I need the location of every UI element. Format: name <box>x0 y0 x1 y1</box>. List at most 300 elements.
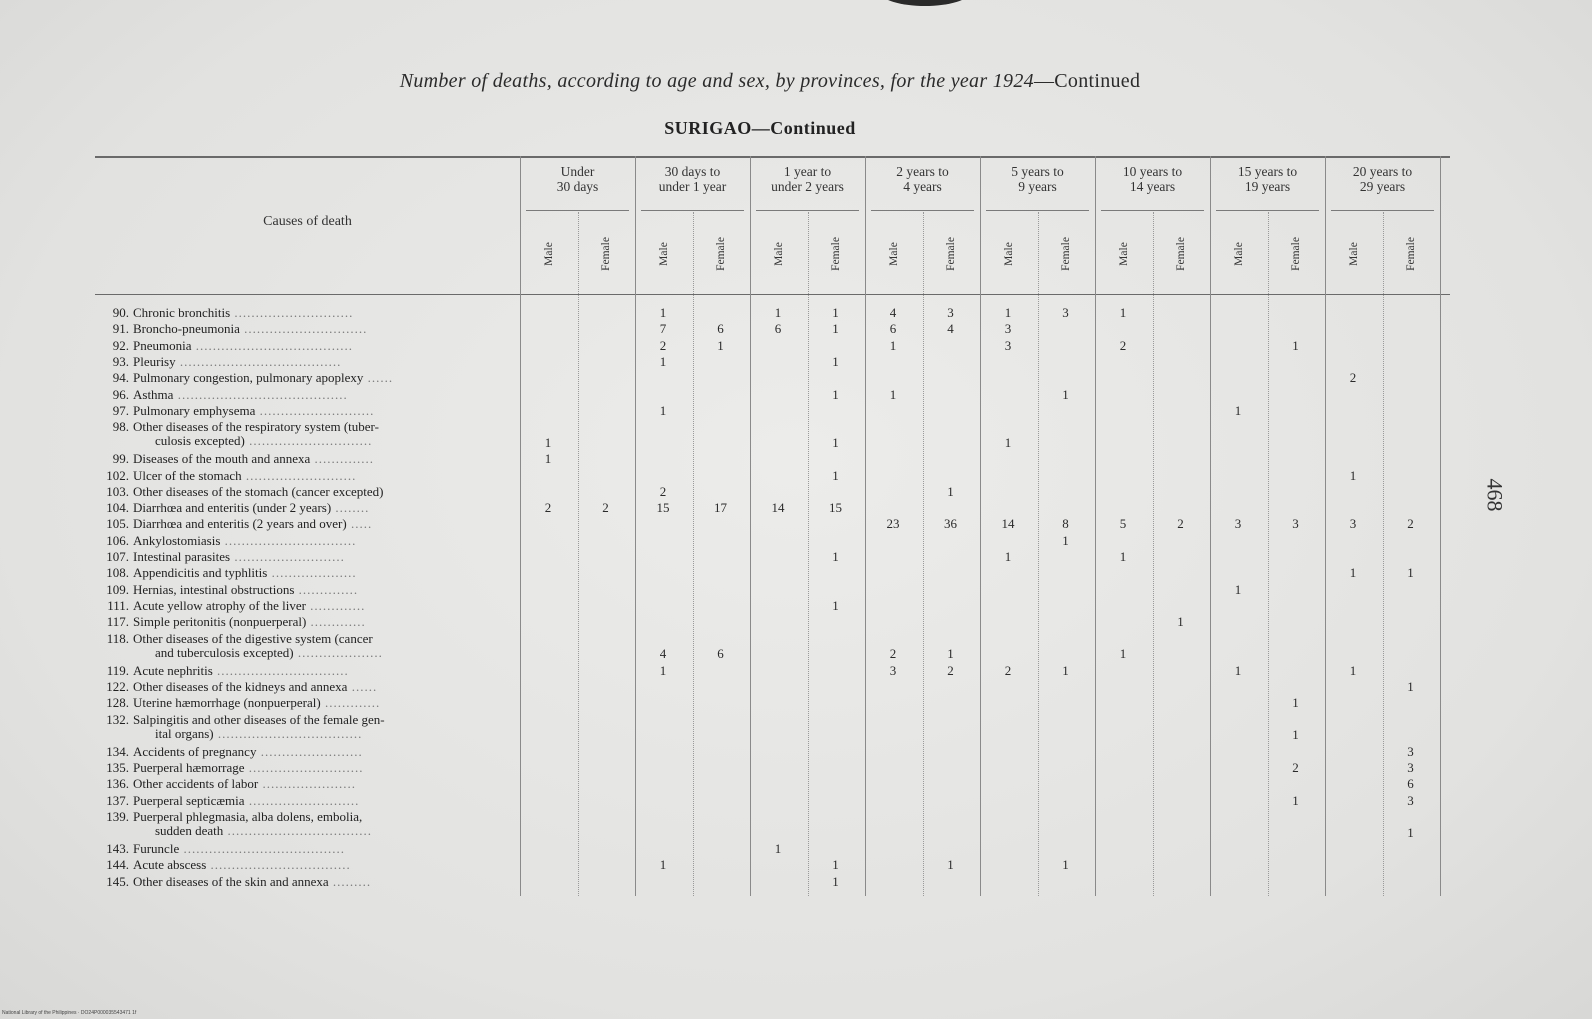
table-cell-value: 14 <box>1001 516 1015 532</box>
table-row <box>95 615 520 629</box>
cause-name: Puerperal phlegmasia, alba dolens, embolia, <box>133 808 363 824</box>
table-row <box>95 842 520 856</box>
table-cell-value: 8 <box>1062 516 1069 532</box>
cause-line <box>95 875 520 889</box>
cause-name: Other diseases of the kidneys and annexa <box>133 678 348 694</box>
table-cell-value: 4 <box>659 646 667 662</box>
dot-leader: ............................... <box>220 532 357 548</box>
cause-number: 139. <box>106 808 129 824</box>
cause-name: Other diseases of the digestive system (cancer <box>133 630 373 646</box>
table-row <box>95 680 520 694</box>
cause-name: Other diseases of the skin and annexa <box>133 873 329 889</box>
table-row <box>95 599 520 613</box>
cause-name: Salpingitis and other diseases of the female gen- <box>133 711 385 727</box>
cause-number: 135. <box>106 759 129 775</box>
table-row <box>95 517 520 531</box>
table-cell-value: 1 <box>1234 402 1242 418</box>
dot-leader: ............................ <box>230 305 354 320</box>
cause-name: Diarrhœa and enteritis (2 years and over) <box>133 516 347 532</box>
cause-number: 97. <box>112 402 129 418</box>
sex-label: Female <box>715 237 728 271</box>
column-divider <box>578 212 579 896</box>
cause-name: Pneumonia <box>133 337 192 353</box>
table-cell-value: 1 <box>1062 386 1069 402</box>
cause-number: 122. <box>106 678 129 694</box>
cause-number: 144. <box>106 857 129 873</box>
footer-source: National Library of the Philippines · DO24P000035543471 1f <box>2 1010 137 1016</box>
cause-number: 134. <box>106 743 129 759</box>
age-group-underline <box>871 210 974 211</box>
cause-name: Other diseases of the respiratory system (tuber- <box>133 419 379 435</box>
cause-number: 117. <box>106 614 129 630</box>
cause-number: 91. <box>112 321 129 337</box>
cause-number: 102. <box>106 467 129 483</box>
table-cell-value: 15 <box>656 500 670 516</box>
table-row <box>95 794 520 808</box>
table-cell-value: 2 <box>602 500 609 516</box>
table-cell-value: 3 <box>1062 305 1069 320</box>
table-cell-value: 3 <box>1407 743 1414 759</box>
cause-line <box>95 713 520 727</box>
age-group-label-line: 14 years <box>1129 179 1176 194</box>
age-group-label-line: 20 years to <box>1352 164 1413 179</box>
cause-number: 90. <box>112 305 129 320</box>
cause-line <box>95 452 520 466</box>
dot-leader: ...................................... <box>175 353 342 369</box>
cause-number: 136. <box>106 776 129 792</box>
table-cell-value: 2 <box>1177 516 1184 532</box>
table-row <box>95 485 520 499</box>
age-group-label-line: 30 days to <box>664 164 721 179</box>
sex-header <box>923 216 981 292</box>
cause-name: Other diseases of the stomach (cancer excepted) <box>133 483 384 499</box>
dot-leader: .......................... <box>241 467 357 483</box>
sex-header <box>1325 216 1383 292</box>
age-group-underline <box>986 210 1089 211</box>
cause-number: 106. <box>106 532 129 548</box>
table-row <box>95 452 520 466</box>
table-cell-value: 2 <box>1292 759 1299 775</box>
ink-blot <box>880 0 970 6</box>
age-group-label-line: 29 years <box>1359 179 1406 194</box>
page-number: 468 <box>1482 478 1508 512</box>
table-cell-value: 1 <box>1292 337 1299 353</box>
table-cell-value: 1 <box>832 321 839 337</box>
column-divider <box>1440 156 1441 896</box>
cause-line <box>95 842 520 856</box>
cause-number: 145. <box>106 873 129 889</box>
cause-number: 119. <box>106 662 129 678</box>
table-cell-value: 3 <box>1292 516 1299 532</box>
sex-label: Female <box>1175 237 1188 271</box>
cause-number: 118. <box>106 630 129 646</box>
age-group-underline <box>1331 210 1434 211</box>
table-row <box>95 469 520 483</box>
cause-name: Furuncle <box>133 840 180 856</box>
dot-leader: ........................... <box>244 759 364 775</box>
table-cell-value: 1 <box>1119 646 1127 662</box>
dot-leader: ......... <box>328 873 372 889</box>
table-cell-value: 2 <box>1004 662 1012 678</box>
table-cell-value: 17 <box>714 500 727 516</box>
table-row <box>95 745 520 759</box>
table-cell-value: 3 <box>889 662 897 678</box>
table-cell-value: 1 <box>832 597 839 613</box>
table-row <box>95 777 520 791</box>
table-cell-value: 1 <box>1062 857 1069 873</box>
dot-leader: .............. <box>294 581 359 597</box>
table-cell-value: 1 <box>1407 678 1414 694</box>
table-cell-value: 1 <box>832 467 839 483</box>
cause-number: 93. <box>112 353 129 369</box>
table-row <box>95 388 520 402</box>
sex-header <box>1095 216 1153 292</box>
table-cell-value: 1 <box>832 549 839 564</box>
age-group-label-line: 5 years to <box>1011 164 1064 179</box>
table-cell-value: 6 <box>889 321 897 337</box>
dot-leader: ...................... <box>258 776 357 792</box>
cause-number: 94. <box>112 370 129 386</box>
sex-header <box>1383 216 1441 292</box>
cause-line <box>95 599 520 613</box>
dot-leader: ............. <box>305 597 366 613</box>
table-cell-value: 6 <box>774 321 782 337</box>
dot-leader: ..... <box>346 516 373 532</box>
table-cell-value: 1 <box>717 337 724 353</box>
title-suffix: —Continued <box>1033 70 1141 92</box>
table-cell-value: 1 <box>659 857 667 873</box>
cause-number: 128. <box>106 695 129 711</box>
dot-leader: .............. <box>310 451 375 467</box>
cause-number: 99. <box>112 451 129 467</box>
table-cell-value: 1 <box>1177 614 1184 630</box>
cause-line <box>95 339 520 353</box>
table-cell-value: 3 <box>1234 516 1242 532</box>
age-group-label-line: 2 years to <box>896 164 949 179</box>
table-cell-value: 2 <box>659 337 667 353</box>
table-row <box>95 713 520 741</box>
sex-label: Female <box>1060 237 1073 271</box>
age-group-underline <box>1216 210 1319 211</box>
cause-name: Accidents of pregnancy <box>133 743 257 759</box>
table-cell-value: 15 <box>829 500 842 516</box>
cause-line <box>95 434 520 448</box>
table-row <box>95 371 520 385</box>
table-cell-value: 1 <box>889 386 897 402</box>
table-row <box>95 696 520 710</box>
table-cell-value: 2 <box>1119 337 1127 353</box>
age-group-underline <box>526 210 629 211</box>
sex-header <box>693 216 751 292</box>
cause-name: Acute yellow atrophy of the liver <box>133 597 306 613</box>
table-cell-value: 4 <box>947 321 954 337</box>
sex-header <box>635 216 693 292</box>
age-group-header <box>1095 164 1210 194</box>
cause-number: 92. <box>112 337 129 353</box>
cause-number: 103. <box>106 483 129 499</box>
cause-line <box>95 485 520 499</box>
cause-name: culosis excepted) <box>155 433 245 449</box>
table-cell-value: 2 <box>544 500 552 516</box>
age-group-underline <box>756 210 859 211</box>
table-cell-value: 1 <box>1234 662 1242 678</box>
cause-name: Diseases of the mouth and annexa <box>133 451 311 467</box>
table-cell-value: 1 <box>1234 581 1242 597</box>
table-cell-value: 6 <box>717 321 724 337</box>
sex-label: Female <box>1405 237 1418 271</box>
table-cell-value: 14 <box>771 500 785 516</box>
page-title <box>250 70 1290 93</box>
cause-line <box>95 371 520 385</box>
cause-name: Uterine hæmorrhage (nonpuerperal) <box>133 695 321 711</box>
sex-label: Male <box>1002 242 1015 266</box>
dot-leader: ...................................... <box>179 840 345 856</box>
age-group-label-line: Under <box>560 164 595 179</box>
table-row <box>95 501 520 515</box>
table-cell-value: 1 <box>832 386 839 402</box>
table-cell-value: 1 <box>889 337 897 353</box>
table-row <box>95 875 520 889</box>
table-cell-value: 1 <box>1004 305 1012 320</box>
table-cell-value: 4 <box>889 305 897 320</box>
age-group-label-line: 4 years <box>903 179 942 194</box>
table-row <box>95 858 520 872</box>
sex-label: Female <box>945 237 958 271</box>
sex-header <box>520 216 578 292</box>
dot-leader: .................................. <box>213 725 363 741</box>
table-cell-value: 6 <box>1407 776 1414 792</box>
cause-line <box>95 404 520 418</box>
sex-header <box>1038 216 1096 292</box>
table-cell-value: 23 <box>886 516 900 532</box>
sex-label: Male <box>1117 242 1130 266</box>
dot-leader: ............. <box>320 695 381 711</box>
cause-line <box>95 583 520 597</box>
sex-header <box>578 216 636 292</box>
table-cell-value: 1 <box>1349 565 1357 581</box>
cause-name: Ankylostomiasis <box>133 532 221 548</box>
dot-leader: ............. <box>306 614 366 630</box>
causes-column-header: Causes of death <box>263 214 352 229</box>
age-group-header <box>865 164 980 194</box>
sex-label: Male <box>772 242 785 266</box>
cause-number: 98. <box>112 419 129 435</box>
table-cell-value: 3 <box>1004 337 1012 353</box>
table-cell-value: 1 <box>544 451 552 467</box>
table-cell-value: 1 <box>544 434 552 450</box>
table-row <box>95 534 520 548</box>
table-cell-value: 1 <box>659 305 667 320</box>
sex-label: Female <box>1290 237 1303 271</box>
sex-label: Female <box>600 237 613 271</box>
table-cell-value: 1 <box>659 662 667 678</box>
age-group-label-line: 1 year to <box>783 164 832 179</box>
sex-label: Female <box>830 237 843 271</box>
age-group-label-line: 9 years <box>1018 179 1057 194</box>
sex-header <box>1210 216 1268 292</box>
cause-number: 108. <box>106 565 129 581</box>
age-group-underline <box>1101 210 1204 211</box>
table-row <box>95 583 520 597</box>
cause-name: Hernias, intestinal obstructions <box>133 581 295 597</box>
table-cell-value: 1 <box>947 857 954 873</box>
table-cell-value: 1 <box>1292 792 1299 808</box>
cause-name: Pulmonary congestion, pulmonary apoplexy <box>133 370 364 386</box>
cause-name: Intestinal parasites <box>133 549 231 564</box>
dot-leader: ............................. <box>239 321 368 337</box>
table-row <box>95 632 520 660</box>
cause-line <box>95 517 520 531</box>
sex-label: Male <box>887 242 900 266</box>
age-group-underline <box>641 210 744 211</box>
table-cell-value: 1 <box>1062 662 1069 678</box>
table-cell-value: 2 <box>947 662 954 678</box>
table-cell-value: 2 <box>1407 516 1414 532</box>
table-cell-value: 1 <box>774 840 782 856</box>
age-group-label-line: 30 days <box>556 179 599 194</box>
cause-line <box>95 469 520 483</box>
table-cell-value: 1 <box>1119 305 1127 320</box>
cause-line <box>95 501 520 515</box>
dot-leader: .......................... <box>230 549 345 564</box>
dot-leader: ............................... <box>212 662 349 678</box>
deaths-table <box>95 156 1450 896</box>
cause-line <box>95 355 520 369</box>
column-divider <box>693 212 694 896</box>
cause-name: Other accidents of labor <box>133 776 259 792</box>
table-cell-value: 1 <box>1004 434 1012 450</box>
dot-leader: ..................................... <box>191 337 353 353</box>
dot-leader: ................................. <box>206 857 351 873</box>
table-cell-value: 1 <box>832 353 839 369</box>
table-cell-value: 1 <box>1349 467 1357 483</box>
cause-name: Acute nephritis <box>133 662 213 678</box>
cause-name: Diarrhœa and enteritis (under 2 years) <box>133 500 332 516</box>
age-group-label-line: 15 years to <box>1237 164 1298 179</box>
sex-header <box>808 216 866 292</box>
table-cell-value: 1 <box>1349 662 1357 678</box>
table-row <box>95 810 520 838</box>
cause-line <box>95 322 520 336</box>
cause-number: 109. <box>106 581 129 597</box>
age-group-label-line: under 1 year <box>658 179 727 194</box>
cause-name: Puerperal hæmorrage <box>133 759 245 775</box>
cause-number: 111. <box>107 597 129 613</box>
table-cell-value: 1 <box>832 305 839 320</box>
cause-number: 137. <box>106 792 129 808</box>
table-cell-value: 6 <box>717 646 724 662</box>
cause-line <box>95 646 520 660</box>
sex-header <box>1268 216 1326 292</box>
dot-leader: ........................ <box>256 743 363 759</box>
table-row <box>95 761 520 775</box>
table-cell-value: 1 <box>1062 532 1069 548</box>
sex-label: Male <box>1232 242 1245 266</box>
table-cell-value: 1 <box>1407 565 1414 581</box>
cause-name: Pleurisy <box>133 353 176 369</box>
table-cell-value: 2 <box>889 646 897 662</box>
cause-line <box>95 761 520 775</box>
cause-number: 96. <box>112 386 129 402</box>
cause-number: 143. <box>106 840 129 856</box>
table-cell-value: 2 <box>659 483 667 499</box>
table-cell-value: 1 <box>1292 695 1299 711</box>
cause-line <box>95 727 520 741</box>
sex-label: Male <box>1347 242 1360 266</box>
cause-name: Broncho-pneumonia <box>133 321 240 337</box>
table-row <box>95 339 520 353</box>
table-cell-value: 1 <box>947 646 954 662</box>
age-group-label-line: 19 years <box>1244 179 1291 194</box>
table-row <box>95 566 520 580</box>
cause-line <box>95 858 520 872</box>
table-cell-value: 2 <box>1349 370 1357 386</box>
dot-leader: ........................... <box>255 402 375 418</box>
dot-leader: ........................................ <box>173 386 348 402</box>
age-group-label-line: under 2 years <box>771 179 844 194</box>
cause-line <box>95 810 520 824</box>
cause-name: Simple peritonitis (nonpuerperal) <box>133 614 307 630</box>
table-cell-value: 7 <box>659 321 667 337</box>
table-cell-value: 1 <box>659 402 667 418</box>
table-cell-value: 1 <box>947 483 954 499</box>
table-row <box>95 322 520 336</box>
cause-name: Pulmonary emphysema <box>133 402 256 418</box>
table-cell-value: 1 <box>1292 727 1299 743</box>
age-group-header <box>1210 164 1325 194</box>
dot-leader: ............................. <box>244 433 373 449</box>
table-cell-value: 3 <box>1349 516 1357 532</box>
cause-name: Appendicitis and typhlitis <box>133 565 268 581</box>
cause-line <box>95 420 520 434</box>
age-group-header <box>980 164 1095 194</box>
table-cell-value: 1 <box>832 873 839 889</box>
sex-header <box>750 216 808 292</box>
table-cell-value: 1 <box>832 434 839 450</box>
age-group-header <box>635 164 750 194</box>
dot-leader: .......................... <box>244 792 360 808</box>
sex-header <box>1153 216 1211 292</box>
dot-leader: .................... <box>267 565 357 581</box>
cause-line <box>95 745 520 759</box>
table-row <box>95 550 520 564</box>
cause-line <box>95 824 520 838</box>
cause-name: sudden death <box>155 822 224 838</box>
cause-line <box>95 632 520 646</box>
age-group-label-line: 10 years to <box>1122 164 1183 179</box>
table-top-rule <box>95 156 1450 158</box>
cause-line <box>95 680 520 694</box>
dot-leader: ........ <box>331 500 370 516</box>
table-cell-value: 3 <box>1407 759 1414 775</box>
table-cell-value: 36 <box>944 516 957 532</box>
cause-line <box>95 664 520 678</box>
sex-header <box>980 216 1038 292</box>
table-cell-value: 5 <box>1119 516 1127 532</box>
table-row <box>95 306 520 320</box>
cause-number: 132. <box>106 711 129 727</box>
table-cell-value: 1 <box>774 305 782 320</box>
table-row <box>95 355 520 369</box>
cause-name: Puerperal septicæmia <box>133 792 245 808</box>
cause-name: Ulcer of the stomach <box>133 467 242 483</box>
table-cell-value: 1 <box>659 353 667 369</box>
cause-name: Acute abscess <box>133 857 207 873</box>
cause-line <box>95 794 520 808</box>
cause-name: ital organs) <box>155 725 214 741</box>
table-row <box>95 664 520 678</box>
cause-line <box>95 777 520 791</box>
